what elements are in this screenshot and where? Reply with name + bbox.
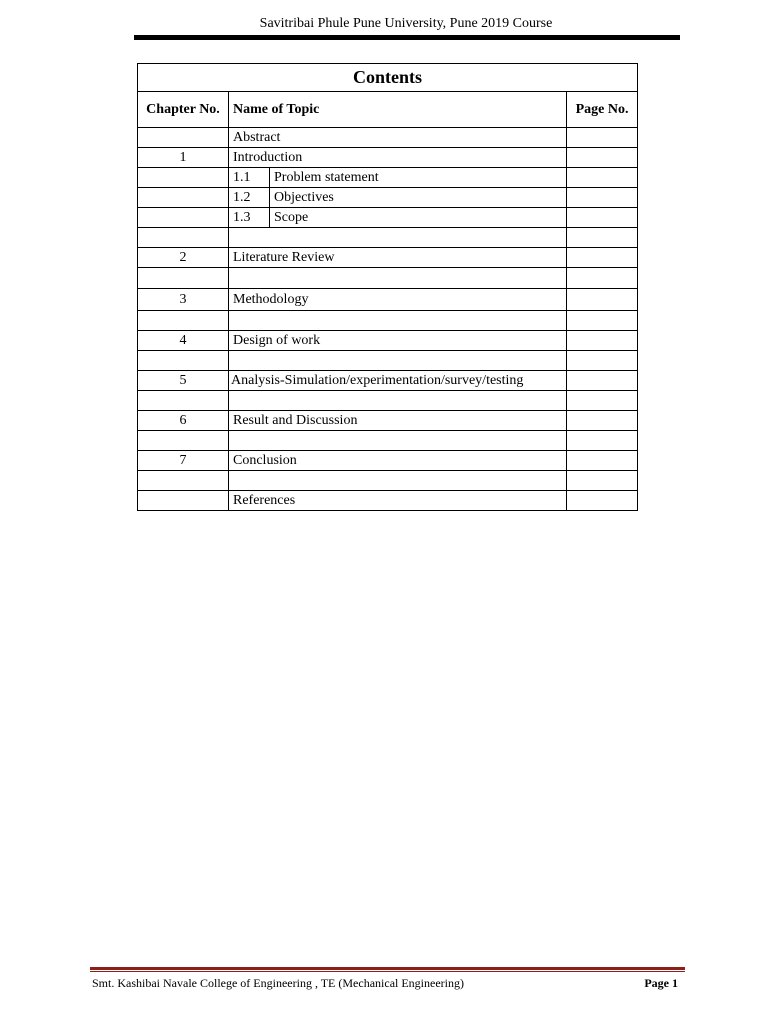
chapter-cell [138, 351, 229, 371]
page-cell [567, 311, 638, 331]
chapter-cell [138, 128, 229, 148]
chapter-cell [138, 208, 229, 228]
subsection-topic-cell: Objectives [270, 188, 567, 208]
chapter-cell [138, 431, 229, 451]
table-row [138, 148, 638, 168]
chapter-cell: 5 [138, 371, 229, 391]
page-cell [567, 371, 638, 391]
page-cell [567, 331, 638, 351]
subsection-topic-cell: Problem statement [270, 168, 567, 188]
chapter-cell [138, 391, 229, 411]
topic-cell: Analysis-Simulation/experimentation/survey/testing [229, 371, 567, 391]
chapter-cell [138, 188, 229, 208]
chapter-cell [138, 228, 229, 248]
chapter-cell: 7 [138, 451, 229, 471]
topic-cell [229, 311, 567, 331]
subsection-topic-cell: Scope [270, 208, 567, 228]
header-chapter-no: Chapter No. [138, 92, 229, 128]
page-cell [567, 289, 638, 311]
topic-cell: Literature Review [229, 248, 567, 268]
page-cell [567, 228, 638, 248]
page-cell [567, 391, 638, 411]
contents-table [137, 63, 638, 511]
chapter-cell: 6 [138, 411, 229, 431]
table-row [138, 168, 638, 188]
chapter-cell [138, 268, 229, 289]
table-row-empty [138, 311, 638, 331]
table-row [138, 188, 638, 208]
page-cell [567, 188, 638, 208]
header-name-of-topic: Name of Topic [229, 92, 567, 128]
topic-cell: Result and Discussion [229, 411, 567, 431]
header-rule [134, 35, 680, 40]
table-row-empty [138, 228, 638, 248]
chapter-cell [138, 311, 229, 331]
topic-cell [229, 268, 567, 289]
table-row [138, 491, 638, 511]
table-row-empty [138, 431, 638, 451]
page-cell [567, 208, 638, 228]
page-cell [567, 148, 638, 168]
topic-cell: Conclusion [229, 451, 567, 471]
table-row [138, 411, 638, 431]
page-cell [567, 128, 638, 148]
chapter-cell [138, 168, 229, 188]
topic-cell [229, 228, 567, 248]
subsection-number-cell: 1.3 [229, 208, 270, 228]
table-row [138, 371, 638, 391]
page-cell [567, 268, 638, 289]
chapter-cell [138, 471, 229, 491]
chapter-cell: 3 [138, 289, 229, 311]
topic-cell: Introduction [229, 148, 567, 168]
topic-cell [229, 391, 567, 411]
topic-cell [229, 471, 567, 491]
table-row-empty [138, 268, 638, 289]
page-cell [567, 168, 638, 188]
table-row-empty [138, 351, 638, 371]
topic-cell: Abstract [229, 128, 567, 148]
footer-rule [90, 967, 685, 970]
table-row-empty [138, 471, 638, 491]
page-cell [567, 431, 638, 451]
page-cell [567, 351, 638, 371]
table-row [138, 248, 638, 268]
topic-cell [229, 351, 567, 371]
page-cell [567, 471, 638, 491]
footer-rule-thin [90, 971, 685, 972]
footer-page-number: Page 1 [644, 976, 678, 990]
table-row [138, 451, 638, 471]
header-page-no: Page No. [567, 92, 638, 128]
footer-college-text: Smt. Kashibai Navale College of Engineering , TE (Mechanical Engineering) [92, 976, 464, 990]
chapter-cell: 1 [138, 148, 229, 168]
table-row [138, 208, 638, 228]
table-row-empty [138, 391, 638, 411]
table-row [138, 331, 638, 351]
chapter-cell: 2 [138, 248, 229, 268]
contents-title: Contents [138, 64, 638, 92]
page-cell [567, 451, 638, 471]
page-cell [567, 248, 638, 268]
page-cell [567, 411, 638, 431]
table-header-row [138, 92, 638, 128]
topic-cell: Methodology [229, 289, 567, 311]
page-cell [567, 491, 638, 511]
subsection-number-cell: 1.2 [229, 188, 270, 208]
subsection-number-cell: 1.1 [229, 168, 270, 188]
chapter-cell [138, 491, 229, 511]
topic-cell: Design of work [229, 331, 567, 351]
topic-cell [229, 431, 567, 451]
page-header-title: Savitribai Phule Pune University, Pune 2019 Course [259, 16, 553, 31]
table-row [138, 128, 638, 148]
chapter-cell: 4 [138, 331, 229, 351]
topic-cell: References [229, 491, 567, 511]
table-row [138, 289, 638, 311]
